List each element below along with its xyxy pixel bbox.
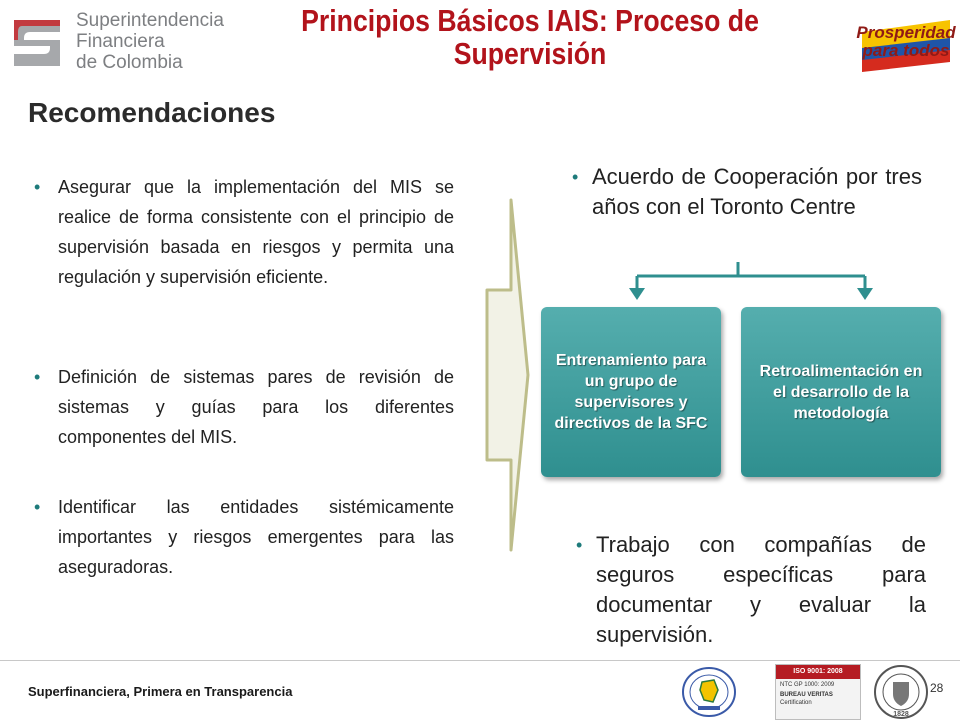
- footer-tagline: Superfinanciera, Primera en Transparencia: [28, 684, 293, 699]
- slide-title-line2: Supervisión: [453, 36, 607, 71]
- chevron-arrow-shape: [485, 195, 530, 555]
- bullet-text: Identificar las entidades sistémicamente importantes y riesgos emergentes para las aseguradoras.: [58, 497, 454, 577]
- prosperidad-logo: [856, 10, 956, 74]
- cert-line: NTC GP 1000: 2009: [780, 682, 835, 688]
- training-box: Entrenamiento para un grupo de supervisores y directivos de la SFC: [541, 307, 721, 477]
- cert-header: ISO 9001: 2008: [776, 665, 860, 679]
- prosperidad-logo-line2: para todos: [862, 41, 950, 60]
- bullet-text: Asegurar que la implementación del MIS se realice de forma consistente con el principio de supervisión basada en riesgos y permita una regulación y supervisión eficiente.: [58, 177, 454, 287]
- sfc-logo-mark-icon: [8, 12, 66, 74]
- bullet-dot-icon: •: [572, 167, 579, 187]
- arrow-down-icon: [629, 288, 645, 300]
- cert-line: BUREAU VERITAS: [780, 692, 833, 698]
- footer-divider: [0, 660, 960, 661]
- bullet-dot-icon: •: [34, 367, 41, 387]
- bullet-text: Trabajo con compañías de seguros específicas para documentar y evaluar la supervisión.: [596, 532, 926, 647]
- bullet-text: Definición de sistemas pares de revisión de sistemas y guías para los diferentes componentes del MIS.: [58, 367, 454, 447]
- slide-title-line1: Principios Básicos IAIS: Proceso de: [301, 3, 759, 38]
- certification-badge: [775, 664, 861, 720]
- slide-title: [289, 4, 771, 70]
- sfc-logo-line: Financiera: [76, 31, 165, 52]
- page-number: 28: [930, 681, 944, 695]
- sfc-logo-line: Superintendencia: [76, 10, 224, 31]
- government-seal-icon: [680, 666, 738, 718]
- seal-year: 1828: [893, 711, 909, 718]
- section-subtitle: Recomendaciones: [28, 97, 276, 128]
- arrow-down-icon: [857, 288, 873, 300]
- bullet-dot-icon: •: [34, 177, 41, 197]
- bureau-veritas-seal-icon: [866, 664, 936, 720]
- sfc-logo-line: de Colombia: [76, 52, 183, 73]
- bullet-text: Acuerdo de Cooperación por tres años con el Toronto Centre: [592, 164, 922, 219]
- connector-lines: [620, 260, 890, 305]
- cert-line: Certification: [780, 700, 812, 706]
- feedback-box: Retroalimentación en el desarrollo de la metodología: [741, 307, 941, 477]
- prosperidad-logo-line1: Prosperidad: [856, 23, 956, 42]
- bullet-dot-icon: •: [576, 535, 583, 555]
- bullet-dot-icon: •: [34, 497, 41, 517]
- sfc-logo: [8, 8, 238, 78]
